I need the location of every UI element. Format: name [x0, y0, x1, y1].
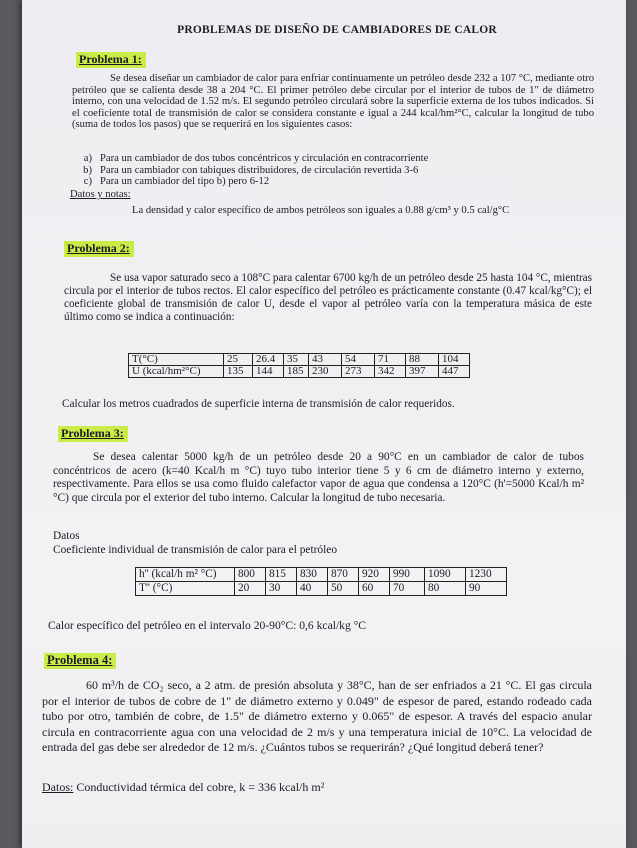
table-row [136, 568, 507, 582]
table-cell: 1230 [466, 568, 507, 582]
table-row [136, 582, 507, 596]
problem-3-statement: Se desea calentar 5000 kg/h de un petróleo desde 20 a 90°C en un cambiador de calor de tubos concéntricos de acero (k=40 Kcal/h m °C) tuyo tubo interior tiene 5 y 6 cm de diámetro interno y externo, respectivamente. Para ellos se usa como fluido calefactor vapor de agua que condensa a 120°C (h'=5000 Kcal/h m² °C) que circula por el exterior del tubo interno. Calcular la longitud de tubo necesaria. [53, 451, 584, 504]
table-cell: 185 [284, 366, 309, 378]
problem-1-heading: Problema 1: [76, 52, 146, 68]
problem-4-datos-text: Conductividad térmica del cobre, k = 336 kcal/h m² [76, 780, 325, 794]
problem-3-data-table [135, 567, 507, 596]
list-item: a) Para un cambiador de dos tubos concéntricos y circulación en contracorriente [83, 153, 429, 164]
table-cell: 71 [375, 354, 406, 366]
table-header-cell: T'' (°C) [136, 582, 235, 596]
problem-2-data-table [128, 353, 470, 378]
problem-3-heading: Problema 3: [58, 426, 128, 442]
page-title: PROBLEMAS DE DISEÑO DE CAMBIADORES DE CALOR [177, 24, 497, 36]
problem-4-heading: Problema 4: [44, 653, 116, 669]
table-cell: 830 [297, 568, 328, 582]
table-cell: 815 [266, 568, 297, 582]
problem-4-datos [42, 780, 324, 795]
table-cell: 990 [390, 568, 425, 582]
table-header-cell: U (kcal/hm²°C) [129, 366, 224, 378]
table-cell: 50 [328, 582, 359, 596]
table-row [129, 366, 470, 378]
problem-4-statement: 60 m³/h de CO₂ seco, a 2 atm. de presión absoluta y 38°C, han de ser enfriados a 21 °C. El gas circula por el interior de tubos de cobre de 1" de diámetro externo y 0.049" de espesor de pared, estando rodeado cada tubo por otro, también de cobre, de 1.5" de diámetro externo y 0.065" de espesor. A través del espacio anular circula en contracorriente agua con una velocidad de 2 m/s y una temperatura inicial de 10°C. La velocidad de entrada del gas debe ser alrededor de 12 m/s. ¿Cuántos tubos se requerirán? ¿Qué longitud deberá tener? [42, 678, 592, 755]
problem-2-statement: Se usa vapor saturado seco a 108°C para calentar 6700 kg/h de un petróleo desde 25 hasta 104 °C, mientras circula por el interior de tubos rectos. El calor específico del petróleo es prácticamente constante (0.47 kcal/kg°C); el coeficiente global de transmisión de calor U, desde el vapor al petróleo varía con la temperatura másica de este último como se indica a continuación: [64, 272, 592, 323]
table-header-cell: T(°C) [129, 354, 224, 366]
list-item: b) Para un cambiador con tabiques distribuidores, de circulación revertida 3-6 [83, 164, 419, 176]
table-cell: 135 [224, 366, 253, 378]
table-cell: 35 [284, 354, 309, 366]
problem-2-question: Calcular los metros cuadrados de superficie interna de transmisión de calor requeridos. [62, 398, 455, 410]
document-page [22, 0, 626, 848]
table-cell: 230 [309, 366, 342, 378]
table-cell: 144 [253, 366, 284, 378]
table-cell: 54 [342, 354, 375, 366]
table-row [129, 354, 470, 366]
problem-1-statement: Se desea diseñar un cambiador de calor para enfriar continuamente un petróleo desde 232 a 107 °C, mediante otro petróleo que se calienta desde 38 a 204 °C. El primer petróleo debe circular por el interior de tubos de 1" de diámetro interno, con una velocidad de 1.52 m/s. El segundo petróleo circulará sobre la superficie externa de los tubos indicados. Si el coeficiente total de transmisión de calor se considera constante e igual a 244 kcal/hm²°C, calcular la longitud de tubo (suma de todos los pasos) que se requerirá en los siguientes casos: [72, 73, 594, 131]
problem-3-specific-heat: Calor específico del petróleo en el intervalo 20-90°C: 0,6 kcal/kg °C [48, 619, 367, 632]
table-cell: 342 [375, 366, 406, 378]
table-cell: 43 [309, 354, 342, 366]
problem-4-datos-label: Datos: [42, 780, 74, 794]
problem-1-datos-text: La densidad y calor específico de ambos petróleos son iguales a 0.88 g/cm³ y 0.5 cal/g°C [132, 205, 510, 216]
table-cell: 447 [439, 366, 470, 378]
table-cell: 80 [425, 582, 466, 596]
table-cell: 273 [342, 366, 375, 378]
list-item: c) Para un cambiador del tipo b) pero 6-12 [83, 176, 270, 188]
table-cell: 70 [390, 582, 425, 596]
table-cell: 30 [266, 582, 297, 596]
table-cell: 920 [359, 568, 390, 582]
table-cell: 90 [466, 582, 507, 596]
table-cell: 870 [328, 568, 359, 582]
problem-3-datos-label: Datos [53, 530, 80, 542]
table-cell: 60 [359, 582, 390, 596]
table-cell: 20 [235, 582, 266, 596]
table-header-cell: h'' (kcal/h m² °C) [136, 568, 235, 582]
table-cell: 88 [406, 354, 439, 366]
table-cell: 25 [224, 354, 253, 366]
problem-1-datos-label: Datos y notas: [70, 189, 131, 200]
problem-1-cases [70, 153, 428, 188]
table-cell: 800 [235, 568, 266, 582]
table-cell: 40 [297, 582, 328, 596]
problem-2-heading: Problema 2: [64, 241, 134, 257]
table-cell: 397 [406, 366, 439, 378]
table-cell: 104 [439, 354, 470, 366]
table-cell: 26.4 [253, 354, 284, 366]
table-cell: 1090 [425, 568, 466, 582]
problem-3-coef-label: Coeficiente individual de transmisión de calor para el petróleo [53, 544, 338, 556]
